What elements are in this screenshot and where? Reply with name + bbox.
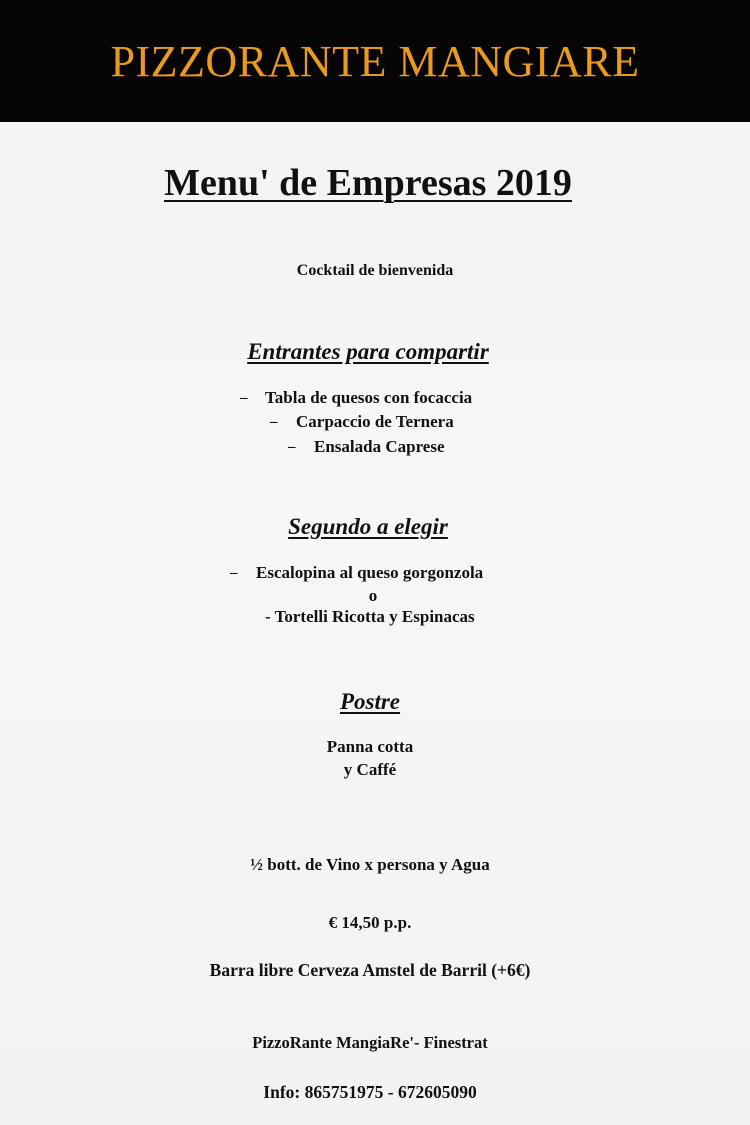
main-separator: o	[368, 586, 378, 605]
drinks-info: ½ bott. de Vino x persona y Agua	[250, 855, 490, 874]
starter-item-3: Ensalada Caprese	[314, 437, 445, 456]
restaurant-location: PizzoRante MangiaRe'- Finestrat	[252, 1033, 488, 1052]
starters-heading: Entrantes para compartir	[247, 339, 489, 364]
price: € 14,50 p.p.	[328, 913, 412, 932]
mains-heading: Segundo a elegir	[288, 514, 448, 539]
beer-offer: Barra libre Cerveza Amstel de Barril (+6€)	[209, 960, 531, 980]
contact-info: Info: 865751975 - 672605090	[263, 1082, 477, 1102]
starter-item-2: Carpaccio de Ternera	[296, 412, 454, 431]
dessert-heading: Postre	[339, 689, 401, 714]
menu-title: Menu' de Empresas 2019	[164, 162, 572, 204]
dash-bullet: –	[230, 565, 238, 581]
main-option-1: Escalopina al queso gorgonzola	[256, 563, 484, 582]
restaurant-name-title: PIZZORANTE MANGIARE	[110, 37, 640, 86]
main-option-2: - Tortelli Ricotta y Espinacas	[265, 607, 475, 626]
dessert-line-2: y Caffé	[343, 760, 397, 779]
dash-bullet: –	[240, 390, 248, 406]
welcome-cocktail: Cocktail de bienvenida	[296, 262, 454, 279]
header-banner	[0, 0, 750, 122]
starter-item-1: Tabla de quesos con focaccia	[265, 388, 473, 407]
dash-bullet: –	[270, 414, 278, 430]
dash-bullet: –	[288, 439, 296, 455]
dessert-line-1: Panna cotta	[326, 737, 414, 756]
